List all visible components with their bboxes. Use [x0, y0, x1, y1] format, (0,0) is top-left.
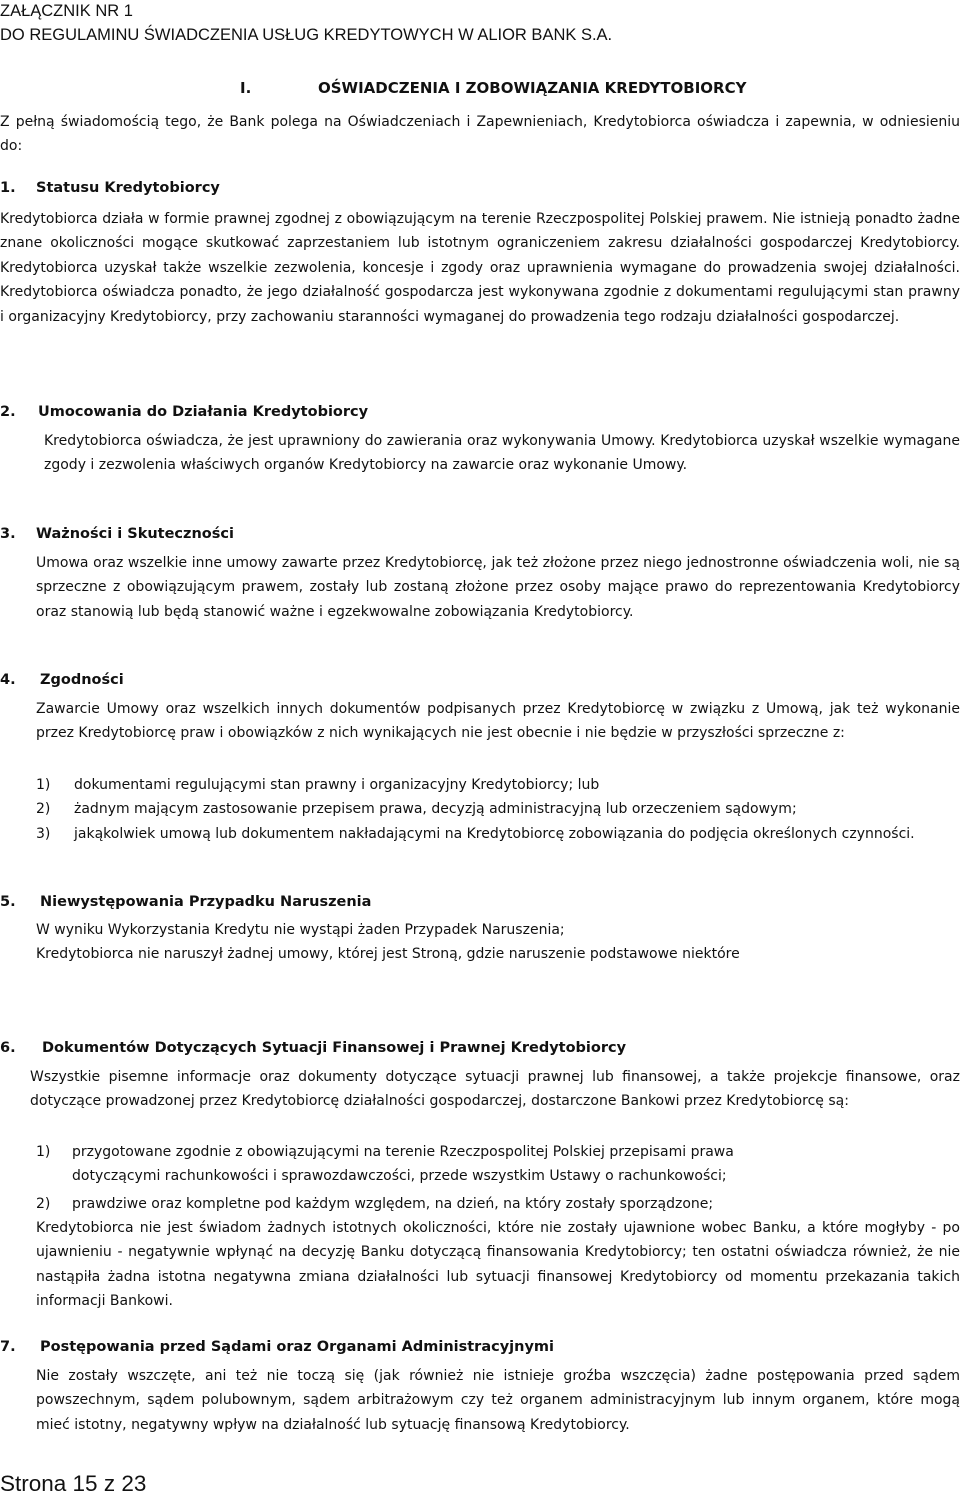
list-item: 1) dokumentami regulującymi stan prawny i organizacyjny Kredytobiorcy; lub: [36, 777, 600, 793]
section-6-heading: [0, 1040, 626, 1056]
section-4-number: 4.: [0, 672, 16, 688]
list-item: 2) żadnym mającym zastosowanie przepisem prawa, decyzją administracyjną lub orzeczeniem sądowym;: [36, 801, 797, 817]
section-4-title: Zgodności: [40, 672, 124, 688]
list-item: 2) prawdziwe oraz kompletne pod każdym względem, na dzień, na który zostały sporządzone;: [36, 1196, 714, 1212]
intro-paragraph: Z pełną świadomością tego, że Bank polega na Oświadczeniach i Zapewnieniach, Kredytobiorca oświadcza i zapewnia, w odniesieniu do:: [0, 114, 960, 155]
section-5-number: 5.: [0, 894, 16, 910]
section-4-heading: [0, 672, 124, 688]
section-7-number: 7.: [0, 1339, 16, 1355]
header-line-2: DO REGULAMINU ŚWIADCZENIA USŁUG KREDYTOWYCH W ALIOR BANK S.A.: [0, 26, 613, 44]
section-2-number: 2.: [0, 404, 16, 420]
section-5-title: Niewystępowania Przypadku Naruszenia: [40, 894, 372, 910]
section-5-body: W wyniku Wykorzystania Kredytu nie wystąpi żaden Przypadek Naruszenia;: [36, 922, 565, 938]
section-1-title: Statusu Kredytobiorcy: [36, 180, 220, 196]
header-line-1: ZAŁĄCZNIK NR 1: [0, 2, 133, 20]
section-1-body: Kredytobiorca działa w formie prawnej zgodnej z obowiązującym na terenie Rzeczpospolitej Polskiej prawem. Nie istnieją ponadto żadne znane okoliczności mogące skutkować zaprzestaniem lub istotnym ograniczeniem zakresu działalności gospodarczej Kredytobiorcy. Kredytobiorca uzyskał także wszelkie zezwolenia, koncesje i zgody oraz uprawnienia wymagane do prowadzenia swojej działalności. Kredytobiorca oświadcza ponadto, że jego działalność gospodarcza jest wykonywana zgodnie z dokumentami regulującymi stan prawny i organizacyjny Kredytobiorcy, przy zachowaniu staranności wymaganej do prowadzenia tego rodzaju działalności gospodarczej.: [0, 211, 960, 325]
section-6-number: 6.: [0, 1040, 16, 1056]
section-7-body: Nie zostały wszczęte, ani też nie toczą się (jak również nie istnieje groźba wszczęcia) żadne postępowania przed sądem powszechnym, sądem polubownym, sądem arbitrażowym czy też organem administracyjnym lub innym organem, które mogą mieć istotny, negatywny wpływ na działalność lub sytuację finansową Kredytobiorcy.: [36, 1368, 960, 1433]
section-2-title: Umocowania do Działania Kredytobiorcy: [38, 404, 369, 420]
section-title: [240, 79, 746, 97]
section-7-title: Postępowania przed Sądami oraz Organami Administracyjnymi: [40, 1339, 554, 1355]
section-2-heading: [0, 404, 368, 420]
section-2-body: Kredytobiorca oświadcza, że jest uprawniony do zawierania oraz wykonywania Umowy. Kredytobiorca uzyskał wszelkie wymagane zgody i zezwolenia właściwych organów Kredytobiorcy na zawarcie oraz wykonanie Umowy.: [44, 433, 960, 474]
section-3-body: Umowa oraz wszelkie inne umowy zawarte przez Kredytobiorcę, jak też złożone przez niego jednostronne oświadczenia woli, nie są sprzeczne z obowiązującym prawem, zostały lub zostaną złożone przez osoby mające prawo do reprezentowania Kredytobiorcy oraz stanowią lub będą stanowić ważne i egzekwowalne zobowiązania Kredytobiorcy.: [36, 555, 960, 620]
section-1-heading: [0, 180, 220, 196]
section-7-heading: [0, 1339, 554, 1355]
section-5-body-2: Kredytobiorca nie naruszył żadnej umowy, której jest Stroną, gdzie naruszenie podstawowe niektóre: [36, 946, 740, 962]
section-4-body: Zawarcie Umowy oraz wszelkich innych dokumentów podpisanych przez Kredytobiorcę w związku z Umową, jak też wykonanie przez Kredytobiorcę praw i obowiązków z nich wynikających nie jest obecnie i nie będzie w przyszłości sprzeczne z:: [36, 701, 960, 742]
section-6-body: Wszystkie pisemne informacje oraz dokumenty dotyczące sytuacji prawnej lub finansowej, a także projekcje finansowe, oraz dotyczące prowadzonej przez Kredytobiorcę działalności gospodarczej, dostarczone Bankowi przez Kredytobiorcę są:: [30, 1069, 960, 1110]
section-5-heading: [0, 894, 371, 910]
section-6-body-2: Kredytobiorca nie jest świadom żadnych istotnych okoliczności, które nie zostały ujawnione wobec Banku, a które mogłyby - po ujawnieniu - negatywnie wpłynąć na decyzję Banku dotyczącą finansowania Kredytobiorcy; ten ostatni oświadcza również, że nie nastąpiła żadna istotna negatywna zmiana działalności lub sytuacji finansowej Kredytobiorcy od momentu przekazania takich informacji Bankowi.: [36, 1220, 960, 1310]
section-3-heading: [0, 526, 234, 542]
list-item: 3) jakąkolwiek umową lub dokumentem nakładającymi na Kredytobiorcę zobowiązania do podjęcia określonych czynności.: [36, 826, 915, 842]
section-6-title: Dokumentów Dotyczących Sytuacji Finansowej i Prawnej Kredytobiorcy: [42, 1040, 627, 1056]
section-3-number: 3.: [0, 526, 16, 542]
list-item: 1) przygotowane zgodnie z obowiązującymi na terenie Rzeczpospolitej Polskiej przepisami prawa dotyczącymi rachunkowości i sprawozdawczości, przede wszystkim Ustawy o rachunkowości;: [36, 1144, 734, 1185]
section-title-text: OŚWIADCZENIA I ZOBOWIĄZANIA KREDYTOBIORCY: [318, 79, 747, 97]
section-3-title: Ważności i Skuteczności: [36, 526, 234, 542]
section-title-number: I.: [240, 79, 252, 97]
section-1-number: 1.: [0, 180, 16, 196]
page-number: Strona 15 z 23: [0, 1471, 147, 1496]
